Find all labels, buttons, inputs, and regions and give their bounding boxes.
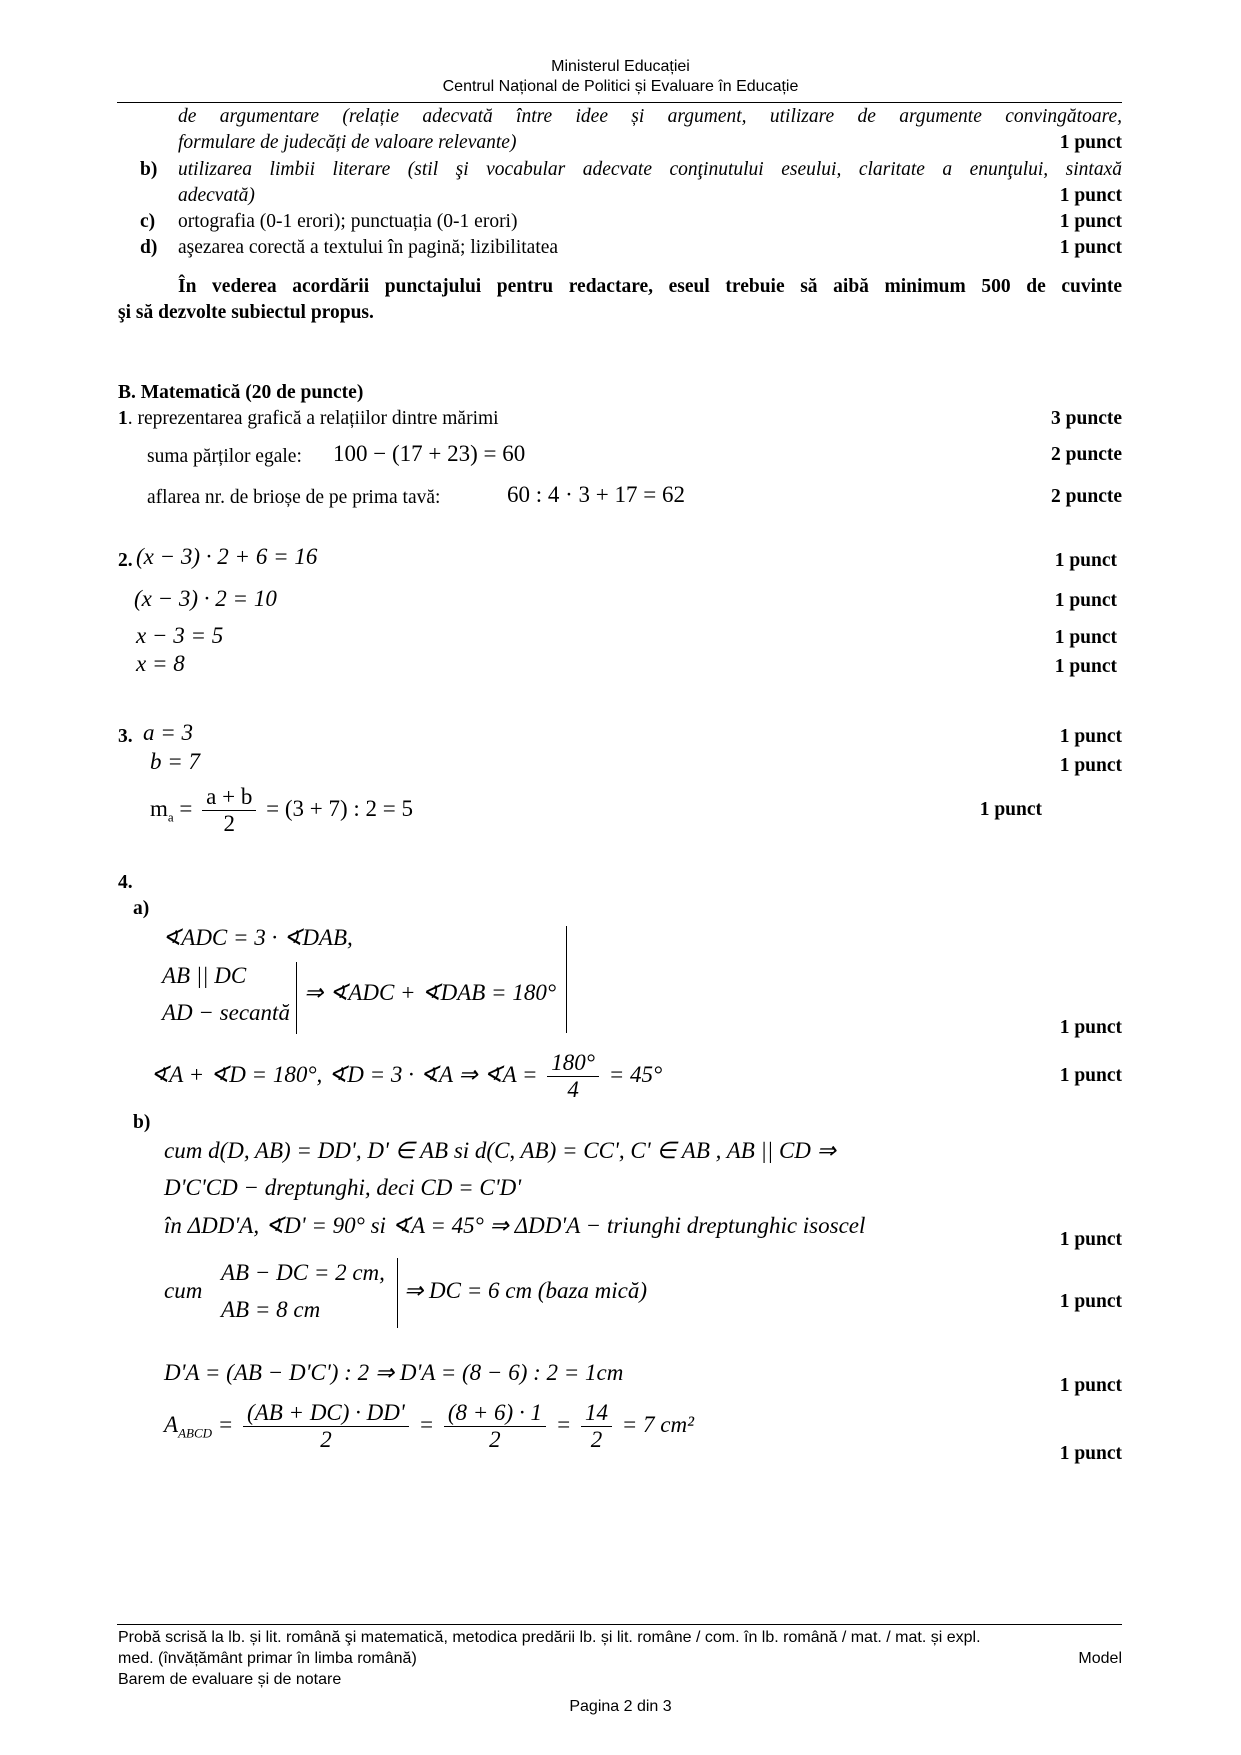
q2-points4: 1 punct <box>1054 656 1117 677</box>
q3-line1: a = 3 <box>143 720 194 745</box>
q3-fraction-numerator: a + b <box>206 784 253 809</box>
q3-points1: 1 punct <box>1059 726 1122 747</box>
q4b-area-fraction3 <box>581 1400 612 1453</box>
item-b-line2: adecvată) <box>178 185 255 206</box>
q4b-area-fraction1-numerator: (AB + DC) · DD' <box>247 1400 405 1425</box>
item-d-points: 1 punct <box>1059 237 1122 258</box>
item-c-points: 1 punct <box>1059 211 1122 232</box>
footer-line1: Probă scrisă la lb. și lit. română şi matematică, metodica predării lb. și lit. române / com. în lb. română / mat. / mat. și expl. <box>118 1629 981 1646</box>
q4a-points2: 1 punct <box>1059 1065 1122 1086</box>
header-ministry: Ministerul Educației <box>551 58 690 75</box>
q1-row3-text: aflarea nr. de brioșe de pe prima tavă: <box>147 487 441 508</box>
q4b-area-subscript: ABCD <box>178 1425 213 1441</box>
q4b-area-symbol: A <box>164 1411 179 1437</box>
q4a-points1: 1 punct <box>1059 1017 1122 1038</box>
q1-row1 <box>118 408 499 430</box>
q4b-area-fraction2 <box>444 1400 546 1453</box>
q4b-points1: 1 punct <box>1059 1229 1122 1250</box>
q4b-line4: D'A = (AB − D'C') : 2 ⇒ D'A = (8 − 6) : 2 = 1cm <box>164 1360 624 1385</box>
header-rule <box>117 102 1122 103</box>
q3-fraction-denominator: 2 <box>202 810 256 837</box>
q2-line4: x = 8 <box>136 651 185 676</box>
q4b-points4: 1 punct <box>1059 1443 1122 1464</box>
item-b-line1: utilizarea limbii literare (stil şi vocabular adecvate conţinutului eseului, claritate a enunţului, sintaxă <box>178 159 1122 180</box>
q4b-cum: cum <box>164 1278 203 1303</box>
q4b-area-fraction3-numerator: 14 <box>584 1400 608 1425</box>
q2-line2: (x − 3) · 2 = 10 <box>134 586 277 611</box>
q4b-system-bar <box>397 1258 398 1328</box>
q2-points1: 1 punct <box>1054 550 1117 571</box>
q4b-points2: 1 punct <box>1059 1291 1122 1312</box>
q4a-line2: AB || DC <box>162 963 247 988</box>
q4b-points3: 1 punct <box>1059 1375 1122 1396</box>
q2-line1: (x − 3) · 2 + 6 = 16 <box>136 544 318 569</box>
redaction-note-line2: şi să dezvolte subiectul propus. <box>118 302 374 323</box>
item-c-text: ortografia (0-1 erori); punctuația (0-1 erori) <box>178 211 518 232</box>
q2-points2: 1 punct <box>1054 590 1117 611</box>
q4a-fraction-denominator: 4 <box>547 1076 599 1103</box>
q1-label: 1 <box>118 408 128 429</box>
q2-label: 2. <box>118 550 133 571</box>
footer-page-number: Pagina 2 din 3 <box>569 1698 672 1715</box>
item-c-label: c) <box>140 211 156 232</box>
header-center: Centrul Național de Politici și Evaluare în Educație <box>442 78 799 95</box>
q4b-area-fraction2-numerator: (8 + 6) · 1 <box>447 1400 542 1425</box>
q4a-line4 <box>150 1050 662 1103</box>
q4b-condition1: AB − DC = 2 cm, <box>221 1260 385 1285</box>
criteria-line1: de argumentare (relație adecvată între idee și argument, utilizare de argumente convingătoare, <box>178 106 1122 127</box>
q4b-area-fraction3-denominator: 2 <box>581 1426 612 1453</box>
item-d-text: aşezarea corectă a textului în pagină; lizibilitatea <box>178 237 559 258</box>
q4b-implication: ⇒ DC = 6 cm (baza mică) <box>404 1278 648 1303</box>
redaction-note-line1: În vederea acordării punctajului pentru redactare, eseul trebuie să aibă minimum 500 de cuvinte <box>178 276 1122 297</box>
q1-row2-points: 2 puncte <box>1051 444 1122 465</box>
q1-row3-points: 2 puncte <box>1051 486 1122 507</box>
criteria-line2-points: 1 punct <box>1059 132 1122 153</box>
q4b-line1: cum d(D, AB) = DD', D' ∈ AB si d(C, AB) = CC', C' ∈ AB , AB || CD ⇒ <box>164 1138 836 1163</box>
q4a-system-bar <box>296 962 297 1034</box>
q1-row2-expression: 100 − (17 + 23) = 60 <box>333 441 526 466</box>
q1-row2-text: suma părților egale: <box>147 446 302 467</box>
q4b-area-formula: $A_{ABCD}$ = $\frac{(AB + DC) \cdot DD'}{2}$ = $\frac{(8 + 6) \cdot 1}{2}$ = $\frac{14}{2}$ = 7 cm² <box>164 1400 694 1452</box>
item-d-label: d) <box>140 237 158 258</box>
q3-line3-formula: $m_a$ = $\frac{a + b}{2}$ = (3 + 7) : 2 = 5 <box>150 784 413 836</box>
q4a-fraction <box>547 1050 599 1103</box>
q4a-fraction-numerator: 180° <box>551 1050 595 1075</box>
q3-line3-rest: = (3 + 7) : 2 = 5 <box>266 795 413 821</box>
q4a-line4-end: = 45° <box>608 1061 663 1087</box>
q4a-right-bar <box>566 926 567 1033</box>
q4b-area-fraction2-denominator: 2 <box>444 1426 546 1453</box>
footer-model: Model <box>1078 1650 1122 1667</box>
q3-fraction <box>202 784 256 837</box>
q4a-line1: ∢ADC = 3 · ∢DAB, <box>162 925 353 950</box>
item-b-label: b) <box>140 159 158 180</box>
q4b-area-result: = 7 cm² <box>621 1411 694 1437</box>
footer-line2: med. (învățământ primar în limba română) <box>118 1650 417 1667</box>
footer-line3: Barem de evaluare și de notare <box>118 1671 342 1688</box>
q4b-condition2: AB = 8 cm <box>221 1297 321 1322</box>
math-section-title: B. Matematică (20 de puncte) <box>118 382 364 403</box>
item-b-points: 1 punct <box>1059 185 1122 206</box>
q3-line2: b = 7 <box>150 749 201 774</box>
q3-points3: 1 punct <box>979 799 1042 820</box>
q4b-area-fraction1 <box>243 1400 409 1453</box>
q4a-line4-start: ∢A + ∢D = 180°, ∢D = 3 · ∢A ⇒ ∢A = <box>150 1061 538 1087</box>
footer-rule <box>117 1624 1122 1625</box>
q3-mean-symbol: m <box>150 795 168 821</box>
q3-label: 3. <box>118 726 133 747</box>
q4a-line3: AD − secantă <box>162 1000 290 1025</box>
criteria-line2: formulare de judecăți de valoare relevante) <box>178 132 517 153</box>
q3-points2: 1 punct <box>1059 755 1122 776</box>
q1-row3-expression: 60 : 4 · 3 + 17 = 62 <box>507 482 685 507</box>
q1-points: 3 puncte <box>1051 408 1122 429</box>
q4a-label: a) <box>133 898 150 919</box>
q4b-label: b) <box>133 1112 151 1133</box>
q3-mean-subscript: a <box>167 809 174 825</box>
q4a-implication: ⇒ ∢ADC + ∢DAB = 180° <box>304 980 557 1005</box>
q2-points3: 1 punct <box>1054 627 1117 648</box>
q1-text: . reprezentarea grafică a relațiilor dintre mărimi <box>127 408 499 429</box>
q2-line3: x − 3 = 5 <box>136 623 224 648</box>
q4b-line2: D'C'CD − dreptunghi, deci CD = C'D' <box>164 1175 522 1200</box>
q4b-line3: în ΔDD'A, ∢D' = 90° si ∢A = 45° ⇒ ΔDD'A − triunghi dreptunghic isoscel <box>164 1213 866 1238</box>
q4-label: 4. <box>118 872 133 893</box>
q4b-area-fraction1-denominator: 2 <box>243 1426 409 1453</box>
